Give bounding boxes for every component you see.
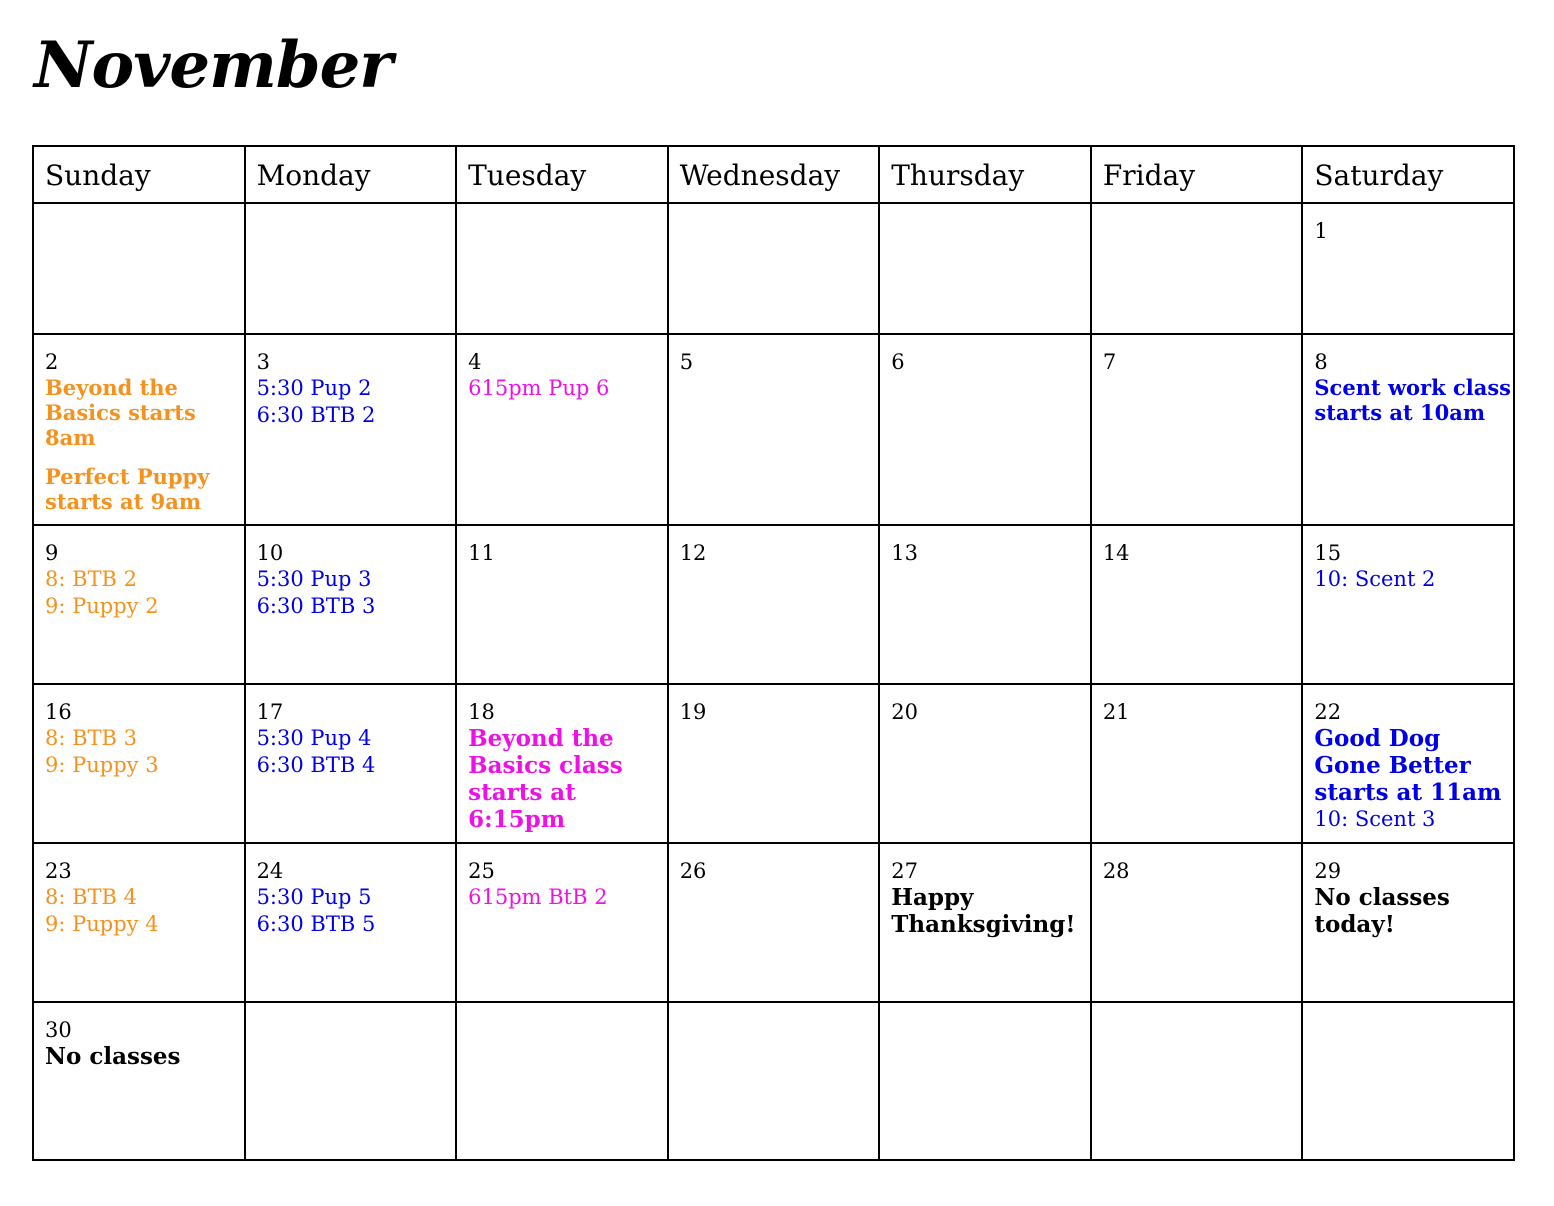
- day-number: 17: [256, 700, 284, 724]
- day-number: 8: [1314, 350, 1328, 374]
- day-cell-9: [33, 525, 245, 684]
- day-number: 5: [679, 350, 694, 374]
- class-event: 9: Puppy 3: [45, 753, 159, 777]
- week-row: [33, 1002, 1514, 1160]
- day-cell-20: [879, 684, 1091, 843]
- day-cell-27: [879, 843, 1091, 1002]
- week-row: [33, 684, 1514, 843]
- day-number: 11: [468, 541, 495, 565]
- day-number: 22: [1314, 700, 1342, 724]
- week-row: [33, 203, 1514, 334]
- weekday-sunday: Sunday: [33, 146, 245, 203]
- day-number: 1: [1314, 219, 1328, 243]
- day-number: 18: [468, 700, 495, 724]
- day-cell-6: [879, 334, 1091, 525]
- empty-day-cell: [456, 203, 668, 334]
- day-number: 13: [891, 541, 918, 565]
- class-event: 5:30 Pup 5: [256, 885, 372, 909]
- day-cell-8: [1302, 334, 1514, 525]
- day-cell-22: [1302, 684, 1514, 843]
- day-cell-1: [1302, 203, 1514, 334]
- day-number: 14: [1102, 541, 1130, 565]
- day-cell-15: [1302, 525, 1514, 684]
- class-event: 6:30 BTB 2: [256, 403, 376, 427]
- calendar-grid: [32, 145, 1515, 1161]
- class-event: 6:30 BTB 3: [256, 594, 376, 618]
- day-number: 2: [45, 350, 59, 374]
- class-event: Perfect Puppy starts at 9am: [45, 464, 210, 514]
- day-cell-10: [245, 525, 457, 684]
- class-event: Good Dog Gone Better starts at 11am: [1314, 725, 1502, 806]
- week-row: [33, 525, 1514, 684]
- week-row: [33, 334, 1514, 525]
- day-cell-2: [33, 334, 245, 525]
- class-event: 615pm BtB 2: [468, 885, 608, 909]
- day-cell-11: [456, 525, 668, 684]
- weekday-tuesday: Tuesday: [456, 146, 668, 203]
- day-cell-23: [33, 843, 245, 1002]
- day-number: 29: [1314, 859, 1342, 883]
- class-event: 6:30 BTB 5: [256, 912, 376, 936]
- day-cell-5: [668, 334, 880, 525]
- empty-day-cell: [879, 1002, 1091, 1160]
- day-cell-29: [1302, 843, 1514, 1002]
- day-cell-26: [668, 843, 880, 1002]
- class-event: 6:30 BTB 4: [256, 753, 376, 777]
- day-cell-25: [456, 843, 668, 1002]
- empty-day-cell: [245, 203, 457, 334]
- empty-day-cell: [1302, 1002, 1514, 1160]
- day-cell-4: [456, 334, 668, 525]
- empty-day-cell: [33, 203, 245, 334]
- day-cell-28: [1091, 843, 1303, 1002]
- day-number: 20: [891, 700, 918, 724]
- empty-day-cell: [668, 1002, 880, 1160]
- weekday-header-row: [33, 146, 1514, 203]
- day-cell-16: [33, 684, 245, 843]
- day-number: 30: [45, 1018, 72, 1042]
- day-number: 25: [468, 859, 495, 883]
- month-title: November: [34, 28, 392, 103]
- empty-day-cell: [456, 1002, 668, 1160]
- day-cell-19: [668, 684, 880, 843]
- class-event: 10: Scent 2: [1314, 567, 1436, 591]
- class-event: Happy Thanksgiving!: [891, 884, 1076, 938]
- day-cell-14: [1091, 525, 1303, 684]
- day-number: 10: [256, 541, 284, 565]
- day-number: 9: [45, 541, 59, 565]
- day-cell-12: [668, 525, 880, 684]
- class-event: 9: Puppy 2: [45, 594, 159, 618]
- day-number: 3: [256, 350, 270, 374]
- empty-day-cell: [668, 203, 880, 334]
- calendar-body: [33, 203, 1514, 1160]
- class-event: 10: Scent 3: [1314, 807, 1436, 831]
- class-event: 8: BTB 4: [45, 885, 138, 909]
- weekday-friday: Friday: [1091, 146, 1303, 203]
- class-event: 5:30 Pup 3: [256, 567, 372, 591]
- class-event: Beyond the Basics starts 8am: [45, 375, 196, 450]
- day-cell-18: [456, 684, 668, 843]
- class-event: Scent work class starts at 10am: [1314, 375, 1511, 425]
- week-row: [33, 843, 1514, 1002]
- day-number: 27: [891, 859, 918, 883]
- class-event: 5:30 Pup 2: [256, 376, 372, 400]
- day-cell-24: [245, 843, 457, 1002]
- class-event: 8: BTB 3: [45, 726, 138, 750]
- day-cell-21: [1091, 684, 1303, 843]
- day-number: 16: [45, 700, 72, 724]
- day-cell-17: [245, 684, 457, 843]
- day-number: 19: [679, 700, 707, 724]
- empty-day-cell: [1091, 1002, 1303, 1160]
- day-number: 23: [45, 859, 72, 883]
- class-event: Beyond the Basics class starts at 6:15pm: [468, 725, 623, 833]
- class-event: 9: Puppy 4: [45, 912, 159, 936]
- day-number: 6: [891, 350, 905, 374]
- empty-day-cell: [245, 1002, 457, 1160]
- weekday-thursday: Thursday: [879, 146, 1091, 203]
- day-number: 12: [679, 541, 707, 565]
- weekday-saturday: Saturday: [1302, 146, 1514, 203]
- empty-day-cell: [879, 203, 1091, 334]
- day-number: 24: [256, 859, 284, 883]
- class-event: 615pm Pup 6: [468, 376, 610, 400]
- day-number: 7: [1102, 350, 1117, 374]
- class-event: No classes today!: [1314, 884, 1450, 938]
- class-event: No classes: [45, 1043, 181, 1070]
- class-event: 8: BTB 2: [45, 567, 138, 591]
- empty-day-cell: [1091, 203, 1303, 334]
- weekday-wednesday: Wednesday: [668, 146, 880, 203]
- day-cell-30: [33, 1002, 245, 1160]
- weekday-monday: Monday: [245, 146, 457, 203]
- day-cell-13: [879, 525, 1091, 684]
- day-cell-3: [245, 334, 457, 525]
- day-number: 28: [1102, 859, 1130, 883]
- day-cell-7: [1091, 334, 1303, 525]
- day-number: 4: [468, 350, 482, 374]
- class-event: 5:30 Pup 4: [256, 726, 372, 750]
- day-number: 26: [679, 859, 707, 883]
- day-number: 15: [1314, 541, 1342, 565]
- day-number: 21: [1102, 700, 1130, 724]
